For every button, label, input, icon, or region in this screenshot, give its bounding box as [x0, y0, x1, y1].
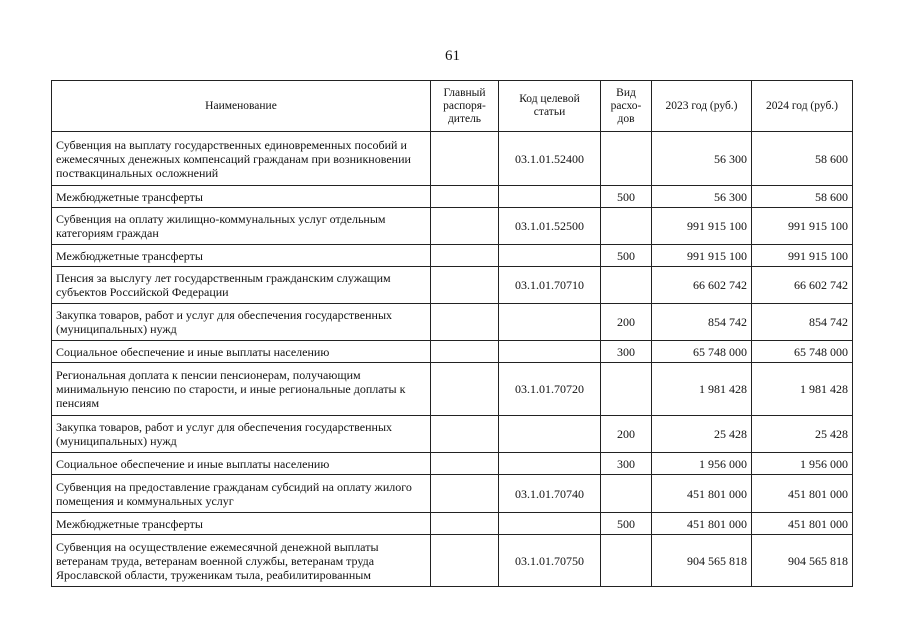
- cell-manager: [431, 186, 499, 208]
- cell-name: Закупка товаров, работ и услуг для обеспечения государственных (муниципальных) нужд: [52, 416, 431, 453]
- cell-kind: [601, 363, 652, 416]
- cell-kind: [601, 208, 652, 245]
- cell-y2023: 451 801 000: [652, 513, 752, 535]
- cell-manager: [431, 341, 499, 363]
- cell-code: [499, 416, 601, 453]
- table-row: [52, 267, 853, 304]
- cell-manager: [431, 208, 499, 245]
- cell-kind: [601, 475, 652, 513]
- cell-y2023: 451 801 000: [652, 475, 752, 513]
- cell-y2024: 58 600: [752, 132, 853, 186]
- header-2023: 2023 год (руб.): [652, 81, 752, 132]
- cell-y2023: 1 956 000: [652, 453, 752, 475]
- cell-y2024: 904 565 818: [752, 535, 853, 587]
- cell-code: [499, 453, 601, 475]
- header-name: Наименование: [52, 81, 431, 132]
- cell-code: 03.1.01.70740: [499, 475, 601, 513]
- cell-y2024: 25 428: [752, 416, 853, 453]
- cell-y2024: 1 956 000: [752, 453, 853, 475]
- cell-kind: [601, 535, 652, 587]
- cell-kind: 300: [601, 341, 652, 363]
- cell-code: 03.1.01.70720: [499, 363, 601, 416]
- table-row: [52, 208, 853, 245]
- cell-name: Социальное обеспечение и иные выплаты населению: [52, 453, 431, 475]
- cell-y2023: 56 300: [652, 132, 752, 186]
- cell-name: Межбюджетные трансферты: [52, 186, 431, 208]
- table-row: [52, 363, 853, 416]
- table-row: [52, 304, 853, 341]
- cell-name: Региональная доплата к пенсии пенсионерам, получающим минимальную пенсию по старости, и иные региональные доплаты к пенсиям: [52, 363, 431, 416]
- cell-manager: [431, 132, 499, 186]
- cell-kind: 500: [601, 186, 652, 208]
- cell-name: Пенсия за выслугу лет государственным гражданским служащим субъектов Российской Федерации: [52, 267, 431, 304]
- cell-code: [499, 245, 601, 267]
- cell-name: Субвенция на осуществление ежемесячной денежной выплаты ветеранам труда, ветеранам военной службы, ветеранам труда Ярославской области, труженикам тыла, реабилитированным: [52, 535, 431, 587]
- cell-y2024: 451 801 000: [752, 475, 853, 513]
- cell-manager: [431, 304, 499, 341]
- table-body: [52, 132, 853, 587]
- cell-y2024: 58 600: [752, 186, 853, 208]
- cell-name: Субвенция на предоставление гражданам субсидий на оплату жилого помещения и коммунальных услуг: [52, 475, 431, 513]
- cell-y2024: 991 915 100: [752, 208, 853, 245]
- cell-name: Закупка товаров, работ и услуг для обеспечения государственных (муниципальных) нужд: [52, 304, 431, 341]
- cell-y2024: 991 915 100: [752, 245, 853, 267]
- cell-code: [499, 304, 601, 341]
- cell-name: Социальное обеспечение и иные выплаты населению: [52, 341, 431, 363]
- header-manager: Главный распоря-дитель: [431, 81, 499, 132]
- cell-kind: 200: [601, 304, 652, 341]
- cell-y2023: 25 428: [652, 416, 752, 453]
- header-code: Код целевой статьи: [499, 81, 601, 132]
- cell-code: [499, 513, 601, 535]
- cell-y2024: 65 748 000: [752, 341, 853, 363]
- cell-kind: [601, 267, 652, 304]
- cell-code: 03.1.01.52500: [499, 208, 601, 245]
- budget-table: [51, 80, 853, 587]
- table-row: [52, 535, 853, 587]
- cell-manager: [431, 363, 499, 416]
- cell-name: Межбюджетные трансферты: [52, 513, 431, 535]
- cell-name: Межбюджетные трансферты: [52, 245, 431, 267]
- table-row: [52, 245, 853, 267]
- cell-y2024: 451 801 000: [752, 513, 853, 535]
- cell-y2024: 854 742: [752, 304, 853, 341]
- cell-kind: 500: [601, 513, 652, 535]
- cell-kind: 500: [601, 245, 652, 267]
- cell-code: 03.1.01.70750: [499, 535, 601, 587]
- cell-y2023: 1 981 428: [652, 363, 752, 416]
- cell-y2023: 65 748 000: [652, 341, 752, 363]
- cell-kind: 300: [601, 453, 652, 475]
- cell-y2023: 66 602 742: [652, 267, 752, 304]
- cell-code: 03.1.01.52400: [499, 132, 601, 186]
- cell-y2023: 56 300: [652, 186, 752, 208]
- cell-kind: [601, 132, 652, 186]
- table-header-row: [52, 81, 853, 132]
- cell-manager: [431, 267, 499, 304]
- table-row: [52, 475, 853, 513]
- cell-y2023: 991 915 100: [652, 208, 752, 245]
- cell-kind: 200: [601, 416, 652, 453]
- cell-code: [499, 186, 601, 208]
- cell-manager: [431, 475, 499, 513]
- cell-manager: [431, 416, 499, 453]
- header-kind: Вид расхо-дов: [601, 81, 652, 132]
- table-row: [52, 453, 853, 475]
- cell-y2023: 904 565 818: [652, 535, 752, 587]
- cell-y2023: 991 915 100: [652, 245, 752, 267]
- cell-code: [499, 341, 601, 363]
- table-row: [52, 132, 853, 186]
- cell-manager: [431, 453, 499, 475]
- cell-y2023: 854 742: [652, 304, 752, 341]
- header-2024: 2024 год (руб.): [752, 81, 853, 132]
- cell-manager: [431, 513, 499, 535]
- cell-manager: [431, 535, 499, 587]
- table-row: [52, 416, 853, 453]
- cell-name: Субвенция на выплату государственных единовременных пособий и ежемесячных денежных компенсаций гражданам при возникновении поствакцинальных осложнений: [52, 132, 431, 186]
- cell-manager: [431, 245, 499, 267]
- page-number: 61: [445, 48, 460, 64]
- cell-y2024: 1 981 428: [752, 363, 853, 416]
- cell-name: Субвенция на оплату жилищно-коммунальных услуг отдельным категориям граждан: [52, 208, 431, 245]
- cell-code: 03.1.01.70710: [499, 267, 601, 304]
- table-row: [52, 513, 853, 535]
- table-row: [52, 186, 853, 208]
- cell-y2024: 66 602 742: [752, 267, 853, 304]
- table-row: [52, 341, 853, 363]
